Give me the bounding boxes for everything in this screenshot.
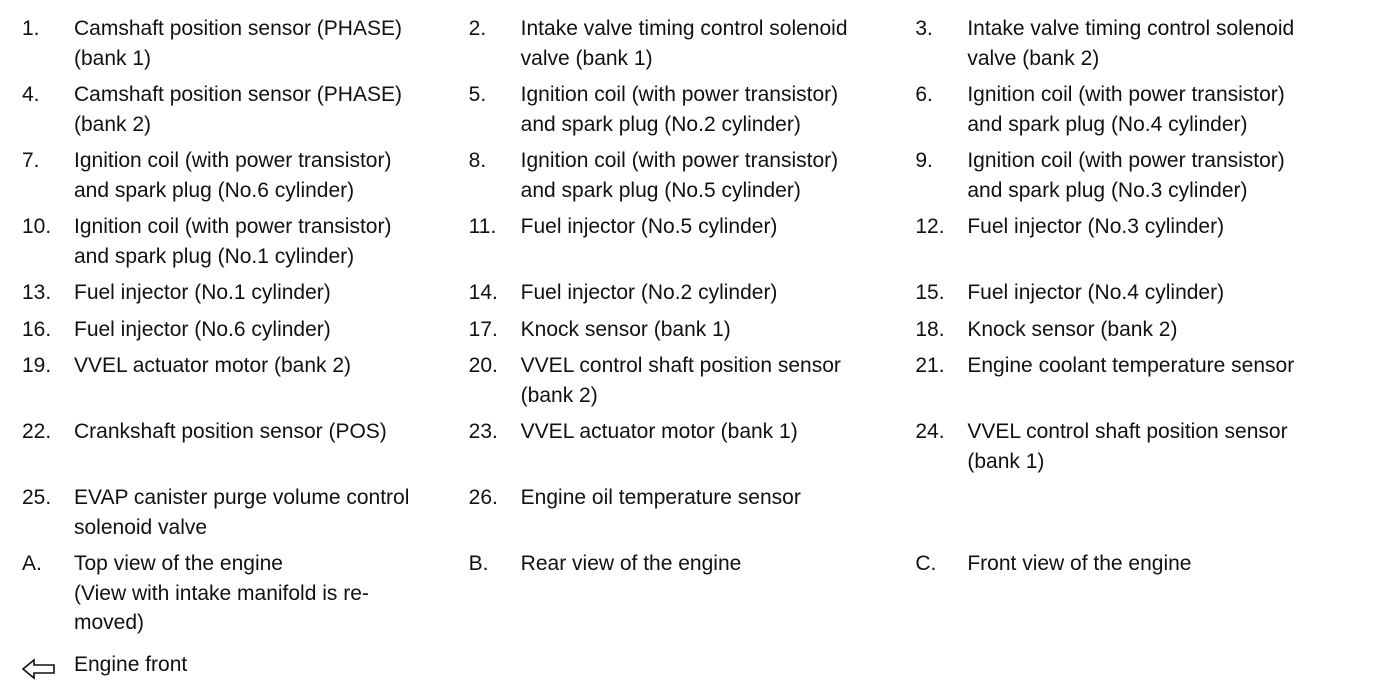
item-number: 14. (468, 281, 498, 304)
item-text: Ignition coil (with power transistor) and spark plug (No.4 cylinder) (967, 83, 1285, 136)
arrow-left-outline-icon-svg (22, 658, 56, 680)
legend-item (915, 351, 1362, 381)
legend-row (22, 549, 1362, 638)
item-number: 22. (22, 420, 52, 443)
item-text: Engine coolant temperature sensor (967, 354, 1295, 377)
legend-item (22, 80, 469, 139)
legend-row (22, 212, 1362, 271)
item-text: Fuel injector (No.1 cylinder) (74, 281, 331, 304)
item-text: Knock sensor (bank 1) (520, 317, 731, 341)
item-text: Camshaft position sensor (PHASE) (bank 2) (74, 83, 402, 136)
item-number: 4. (22, 83, 40, 106)
legend-item (22, 417, 469, 447)
legend-item (22, 549, 469, 638)
legend-item (915, 278, 1362, 308)
item-text: VVEL control shaft position sensor (bank 1) (967, 420, 1288, 473)
item-text: Fuel injector (No.2 cylinder) (520, 281, 778, 304)
item-text: Ignition coil (with power transistor) and spark plug (No.1 cylinder) (74, 215, 392, 268)
legend-item (22, 483, 469, 542)
legend-row (22, 146, 1362, 205)
item-text: VVEL control shaft position sensor (bank 2) (520, 354, 841, 407)
legend-item (22, 146, 469, 205)
item-text: Fuel injector (No.5 cylinder) (520, 215, 778, 238)
legend-row (22, 14, 1362, 73)
engine-front-label: Engine front (74, 653, 188, 676)
item-number: C. (915, 552, 937, 575)
item-number: 26. (468, 486, 498, 509)
item-number: 20. (468, 354, 498, 377)
legend-row (22, 417, 1362, 476)
item-text: Top view of the engine (View with intake manifold is re- moved) (74, 552, 369, 634)
legend-item (22, 14, 469, 73)
item-number: 13. (22, 281, 52, 304)
legend-item (469, 315, 916, 345)
legend-row (22, 80, 1362, 139)
item-text: Crankshaft position sensor (POS) (74, 420, 387, 443)
item-number: 8. (468, 149, 487, 172)
legend-row (22, 351, 1362, 410)
item-number: 1. (22, 17, 40, 40)
legend-item (915, 212, 1362, 242)
item-number: 15. (915, 281, 945, 304)
item-number: 2. (468, 17, 487, 40)
item-number: 17. (468, 317, 498, 341)
legend-item (915, 80, 1362, 139)
legend-item (469, 483, 916, 513)
legend-row (22, 278, 1362, 308)
item-text: Ignition coil (with power transistor) and spark plug (No.6 cylinder) (74, 149, 392, 202)
item-number: 18. (915, 317, 945, 341)
item-number: 19. (22, 354, 52, 377)
legend-item (915, 14, 1362, 73)
legend-item (469, 146, 916, 205)
legend-item (915, 417, 1362, 476)
item-text: VVEL actuator motor (bank 2) (74, 354, 352, 377)
item-text: Intake valve timing control solenoid valve (bank 2) (967, 17, 1295, 70)
item-number: 3. (915, 17, 933, 40)
item-number: 24. (915, 420, 945, 443)
legend-item (915, 315, 1362, 345)
engine-front-legend (22, 650, 187, 684)
item-text: Intake valve timing control solenoid valve (bank 1) (520, 17, 848, 70)
item-number: A. (22, 552, 42, 575)
legend-item (469, 80, 916, 139)
item-text: Ignition coil (with power transistor) and spark plug (No.2 cylinder) (520, 83, 839, 136)
item-text: Knock sensor (bank 2) (967, 317, 1178, 341)
legend-item (469, 14, 916, 73)
item-number: 6. (915, 83, 933, 106)
legend-item (469, 212, 916, 242)
item-number: B. (468, 552, 489, 575)
item-text: Rear view of the engine (520, 552, 742, 575)
item-text: Engine oil temperature sensor (520, 486, 801, 509)
legend-item (469, 549, 916, 579)
item-number: 5. (468, 83, 487, 106)
legend-item (915, 146, 1362, 205)
legend-item (915, 549, 1362, 579)
legend-item (469, 417, 916, 447)
legend-row (22, 315, 1362, 345)
item-text: Fuel injector (No.6 cylinder) (74, 317, 331, 341)
item-number: 7. (22, 149, 40, 172)
legend-item (22, 278, 469, 308)
item-number: 25. (22, 486, 52, 509)
item-text: Fuel injector (No.4 cylinder) (967, 281, 1225, 304)
item-text: Front view of the engine (967, 552, 1192, 575)
arrow-left-outline-icon (22, 650, 74, 684)
item-number: 21. (915, 354, 945, 377)
item-text: Camshaft position sensor (PHASE) (bank 1) (74, 17, 402, 70)
item-text: EVAP canister purge volume control solenoid valve (74, 486, 410, 539)
legend-row (22, 483, 1362, 542)
legend-item (22, 212, 469, 271)
legend-item (22, 315, 469, 345)
legend-item (469, 351, 916, 410)
legend-list (22, 14, 1362, 645)
item-number: 16. (22, 317, 52, 341)
item-text: Fuel injector (No.3 cylinder) (967, 215, 1225, 238)
item-number: 9. (915, 149, 933, 172)
item-text: Ignition coil (with power transistor) and spark plug (No.3 cylinder) (967, 149, 1285, 202)
legend-item (22, 351, 469, 381)
item-number: 10. (22, 215, 52, 238)
item-number: 23. (468, 420, 498, 443)
item-number: 12. (915, 215, 945, 238)
item-text: Ignition coil (with power transistor) and spark plug (No.5 cylinder) (520, 149, 839, 202)
legend-item (469, 278, 916, 308)
item-text: VVEL actuator motor (bank 1) (520, 420, 798, 443)
item-number: 11. (468, 215, 497, 238)
